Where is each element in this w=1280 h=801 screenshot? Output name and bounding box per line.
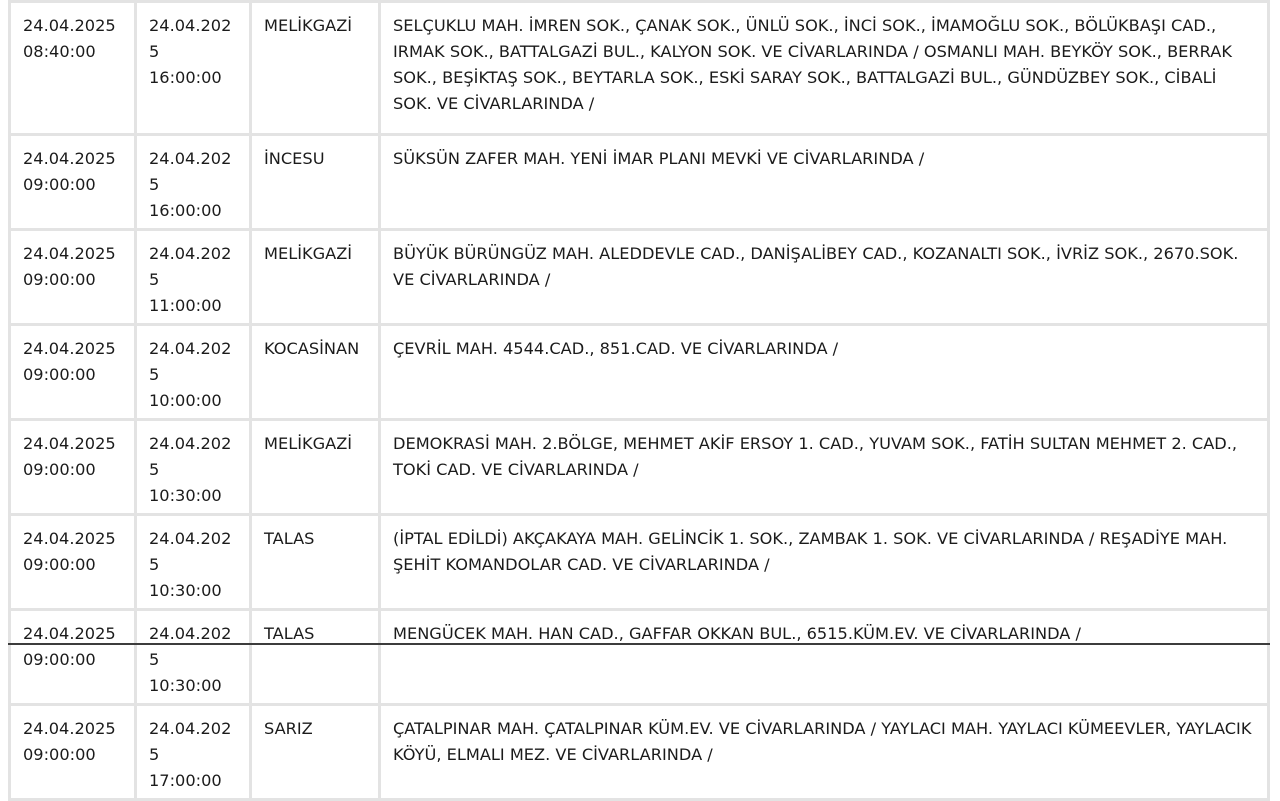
start-time: 09:00:00 <box>23 650 96 669</box>
start-time: 09:00:00 <box>23 365 96 384</box>
district-cell: MELİKGAZİ <box>252 421 378 513</box>
start-datetime-cell <box>11 706 134 798</box>
end-datetime-cell <box>137 516 249 608</box>
district-cell: TALAS <box>252 516 378 608</box>
table-row <box>11 516 1267 608</box>
end-time: 10:30:00 <box>149 581 222 600</box>
table-row <box>11 136 1267 228</box>
streets-cell: DEMOKRASİ MAH. 2.BÖLGE, MEHMET AKİF ERSOY 1. CAD., YUVAM SOK., FATİH SULTAN MEHMET 2. CAD., TOKİ CAD. VE CİVARLARINDA / <box>381 421 1267 513</box>
district-cell: KOCASİNAN <box>252 326 378 418</box>
end-datetime-cell <box>137 421 249 513</box>
end-date: 24.04.2025 <box>149 434 232 479</box>
streets-cell: SÜKSÜN ZAFER MAH. YENİ İMAR PLANI MEVKİ VE CİVARLARINDA / <box>381 136 1267 228</box>
end-date: 24.04.2025 <box>149 624 232 669</box>
end-date: 24.04.2025 <box>149 149 232 194</box>
table-row <box>11 3 1267 133</box>
table-row <box>11 326 1267 418</box>
start-datetime-cell <box>11 326 134 418</box>
start-datetime-cell <box>11 231 134 323</box>
end-datetime-cell <box>137 231 249 323</box>
streets-cell: ÇEVRİL MAH. 4544.CAD., 851.CAD. VE CİVARLARINDA / <box>381 326 1267 418</box>
start-time: 09:00:00 <box>23 460 96 479</box>
start-datetime-cell <box>11 136 134 228</box>
start-date: 24.04.2025 <box>23 529 116 548</box>
start-date: 24.04.2025 <box>23 244 116 263</box>
end-datetime-cell <box>137 3 249 133</box>
end-date: 24.04.2025 <box>149 339 232 384</box>
end-time: 17:00:00 <box>149 771 222 790</box>
outage-table <box>8 0 1270 801</box>
start-time: 08:40:00 <box>23 42 96 61</box>
end-time: 10:30:00 <box>149 486 222 505</box>
end-datetime-cell <box>137 611 249 703</box>
district-cell: İNCESU <box>252 136 378 228</box>
end-time: 16:00:00 <box>149 68 222 87</box>
start-time: 09:00:00 <box>23 745 96 764</box>
start-datetime-cell <box>11 516 134 608</box>
table-row <box>11 231 1267 323</box>
table-row <box>11 706 1267 798</box>
start-date: 24.04.2025 <box>23 16 116 35</box>
district-cell: MELİKGAZİ <box>252 231 378 323</box>
table-bottom-border <box>8 643 1270 645</box>
streets-cell: ÇATALPINAR MAH. ÇATALPINAR KÜM.EV. VE CİVARLARINDA / YAYLACI MAH. YAYLACI KÜMEEVLER, YAYLACIK KÖYÜ, ELMALI MEZ. VE CİVARLARINDA / <box>381 706 1267 798</box>
table-row <box>11 611 1267 703</box>
start-date: 24.04.2025 <box>23 719 116 738</box>
start-date: 24.04.2025 <box>23 624 116 643</box>
start-datetime-cell <box>11 611 134 703</box>
streets-cell: BÜYÜK BÜRÜNGÜZ MAH. ALEDDEVLE CAD., DANİŞALİBEY CAD., KOZANALTI SOK., İVRİZ SOK., 2670.SOK. VE CİVARLARINDA / <box>381 231 1267 323</box>
end-datetime-cell <box>137 326 249 418</box>
end-time: 16:00:00 <box>149 201 222 220</box>
end-time: 10:00:00 <box>149 391 222 410</box>
end-date: 24.04.2025 <box>149 719 232 764</box>
streets-cell: (İPTAL EDİLDİ) AKÇAKAYA MAH. GELİNCİK 1. SOK., ZAMBAK 1. SOK. VE CİVARLARINDA / REŞADİYE MAH. ŞEHİT KOMANDOLAR CAD. VE CİVARLARINDA / <box>381 516 1267 608</box>
start-date: 24.04.2025 <box>23 339 116 358</box>
end-date: 24.04.2025 <box>149 244 232 289</box>
end-date: 24.04.2025 <box>149 529 232 574</box>
end-time: 10:30:00 <box>149 676 222 695</box>
end-datetime-cell <box>137 136 249 228</box>
start-date: 24.04.2025 <box>23 149 116 168</box>
district-cell: TALAS <box>252 611 378 703</box>
district-cell: MELİKGAZİ <box>252 3 378 133</box>
start-datetime-cell <box>11 3 134 133</box>
table-row <box>11 421 1267 513</box>
end-time: 11:00:00 <box>149 296 222 315</box>
start-time: 09:00:00 <box>23 175 96 194</box>
start-time: 09:00:00 <box>23 555 96 574</box>
end-datetime-cell <box>137 706 249 798</box>
outage-table-body <box>11 3 1267 798</box>
start-datetime-cell <box>11 421 134 513</box>
streets-cell: SELÇUKLU MAH. İMREN SOK., ÇANAK SOK., ÜNLÜ SOK., İNCİ SOK., İMAMOĞLU SOK., BÖLÜKBAŞI CAD., IRMAK SOK., BATTALGAZİ BUL., KALYON SOK. VE CİVARLARINDA / OSMANLI MAH. BEYKÖY SOK., BERRAK SOK., BEŞİKTAŞ SOK., BEYTARLA SOK., ESKİ SARAY SOK., BATTALGAZİ BUL., GÜNDÜZBEY SOK., CİBALİ SOK. VE CİVARLARINDA / <box>381 3 1267 133</box>
streets-cell: MENGÜCEK MAH. HAN CAD., GAFFAR OKKAN BUL., 6515.KÜM.EV. VE CİVARLARINDA / <box>381 611 1267 703</box>
start-time: 09:00:00 <box>23 270 96 289</box>
start-date: 24.04.2025 <box>23 434 116 453</box>
end-date: 24.04.2025 <box>149 16 232 61</box>
district-cell: SARIZ <box>252 706 378 798</box>
